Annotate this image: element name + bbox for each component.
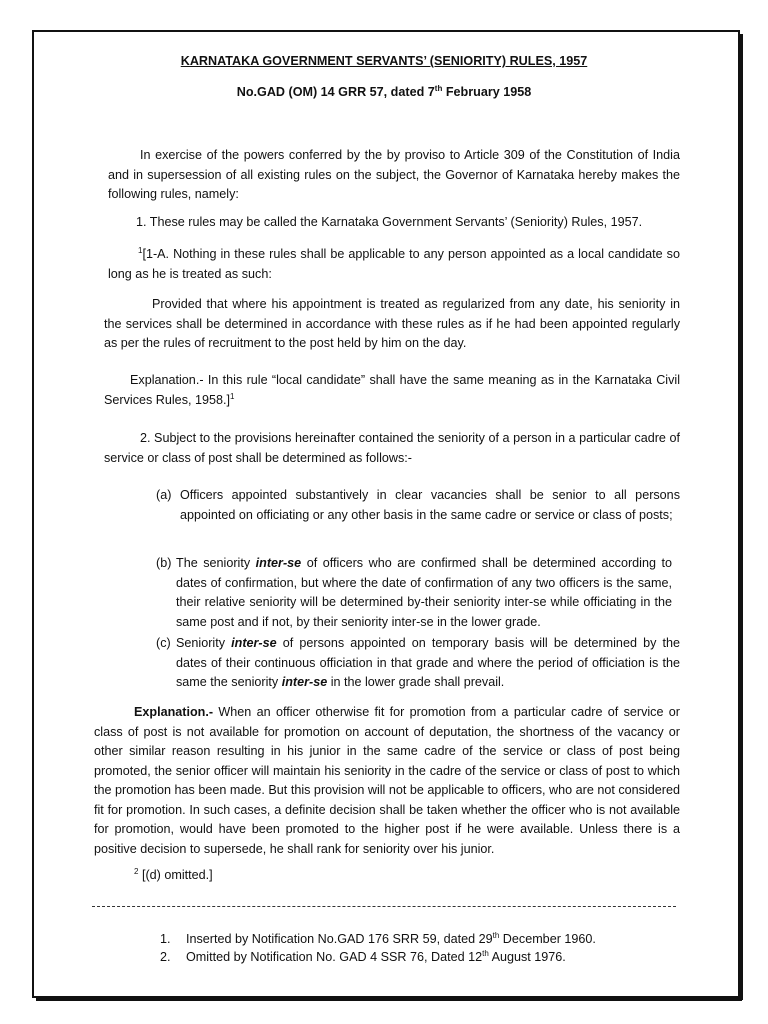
footnote-separator [92, 906, 676, 907]
footnote-1: Inserted by Notification No.GAD 176 SRR 59, dated 29th December 1960. [186, 930, 596, 946]
proviso-paragraph: Provided that where his appointment is treated as regularized from any date, his seniority in the services shall be determined in accordance with these rules as if he had been appointed regularly as per the rules of recruitment to the post held by him on the day. [104, 297, 680, 350]
preamble-paragraph: In exercise of the powers conferred by the by proviso to Article 309 of the Constitution of India and in supersession of all existing rules on the subject, the Governor of Karnataka hereby makes the following rules, namely: [108, 148, 680, 201]
footnote-2: Omitted by Notification No. GAD 4 SSR 76, Dated 12th August 1976. [186, 948, 566, 964]
clause-c: Seniority inter-se of persons appointed on temporary basis will be determined by the dates of their continuous officiation in that grade and where the period of officiation is the same the seniority inter-se in the lower grade shall prevail. [176, 636, 681, 689]
clause-a-label: (a) [156, 488, 172, 502]
rule-1a: $^1$[1-A. Nothing in these rules shall be applicable to any person appointed as a local candidate so long as he is treated as such: [108, 245, 680, 281]
clause-c-label: (c) [156, 636, 171, 650]
clause-a: Officers appointed substantively in clear vacancies shall be senior to all persons appointed on officiating or any other basis in the same cadre or service or class of posts; [180, 488, 680, 522]
omitted-clause-d: $^2$ [(d) omitted.] [134, 866, 213, 882]
footnote-2-number: 2. [160, 950, 171, 964]
explanation-promotion: Explanation.- When an officer otherwise fit for promotion from a particular cadre of service or class of post is not available for promotion on account of deputation, the shortness of the vacancy or other similar reason resulting in his junior in the same cadre of the service or class of post being promoted, the senior officer will maintain his seniority in the cadre of the service or class of post to which the promotion has been made. But this provision will not be applicable to officers, who are not considered fit for promotion. In such cases, a definite decision shall be taken whether the officer who is not available for promotion, would have been promoted to the higher post if he were available. Unless there is a positive decision to supersede, he shall rank for seniority over his junior. [94, 705, 680, 856]
rule-2: 2. Subject to the provisions hereinafter contained the seniority of a person in a particular cadre of service or class of post shall be determined as follows:- [104, 431, 680, 465]
clause-b-label: (b) [156, 556, 172, 570]
document-title: KARNATAKA GOVERNMENT SERVANTS’ (SENIORITY) RULES, 1957 [180, 54, 588, 68]
footnote-1-number: 1. [160, 932, 171, 946]
rule-1: 1. These rules may be called the Karnataka Government Servants’ (Seniority) Rules, 1957. [136, 215, 643, 229]
explanation-local-candidate: Explanation.- In this rule “local candidate” shall have the same meaning as in the Karnataka Civil Services Rules, 1958.]$^1$ [104, 373, 680, 407]
clause-b: The seniority inter-se of officers who are confirmed shall be determined according to dates of confirmation, but where the date of confirmation of any two officers is the same, their relative seniority will be determined by-their seniority inter-se while officiating in the same post and if not, by their seniority inter-se in the lower grade. [176, 556, 673, 629]
document-subtitle: No.GAD (OM) 14 GRR 57, dated 7th February 1958 [236, 83, 532, 99]
